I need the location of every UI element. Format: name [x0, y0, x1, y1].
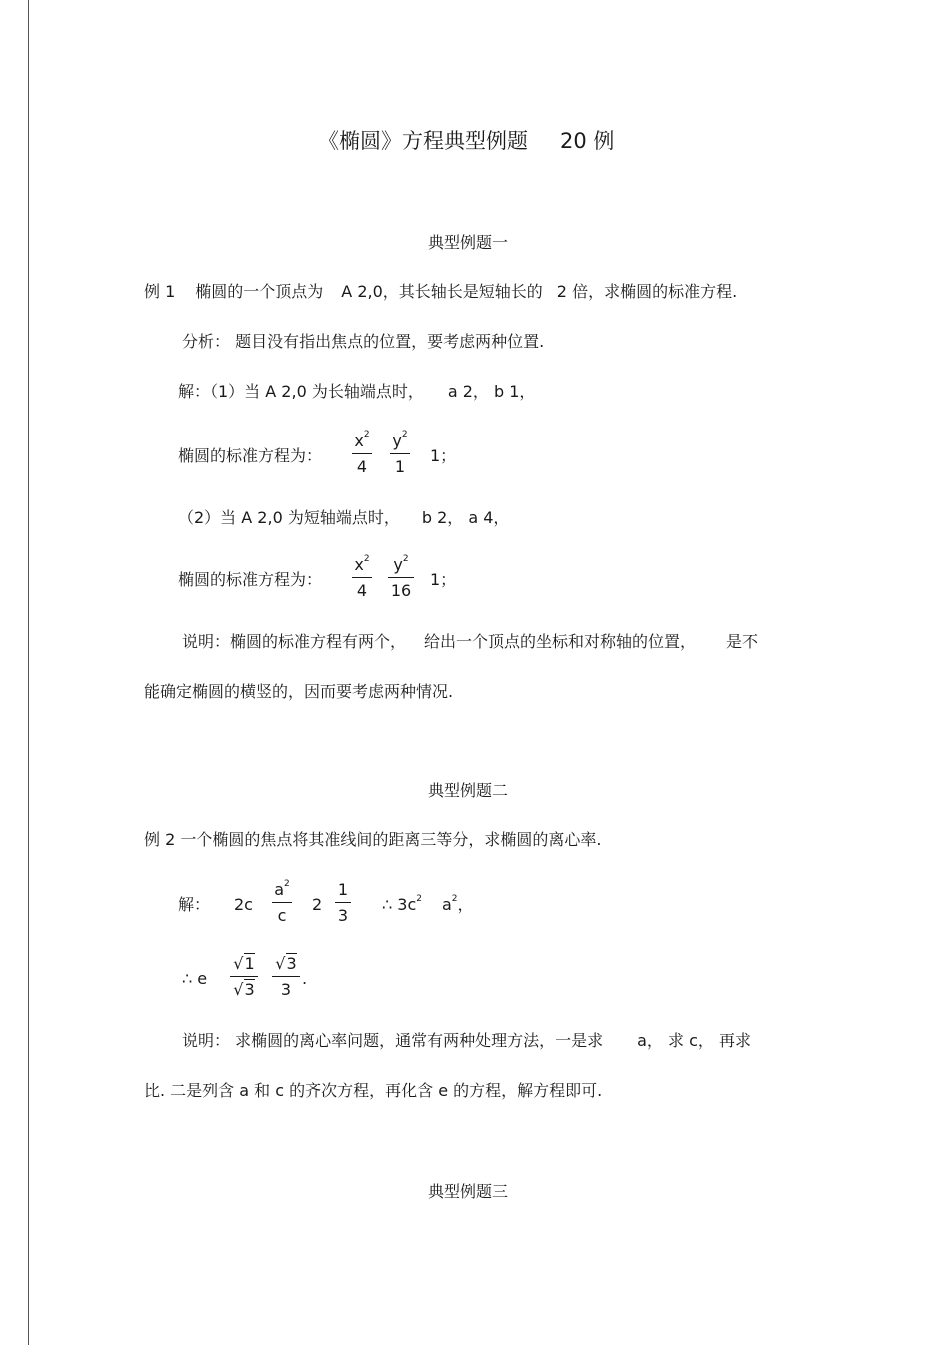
example-2-problem: 例 2 一个椭圆的焦点将其准线间的距离三等分，求椭圆的离心率.: [144, 830, 602, 849]
eq2-rhs: 1；: [430, 570, 457, 589]
eq1-y-fraction: $y^2$ 1: [390, 432, 410, 476]
example-1-note-line-2: 能确定椭圆的横竖的，因而要考虑两种情况.: [144, 682, 454, 701]
page-margin-line: [28, 0, 29, 1345]
example-2-note-line-2: 比. 二是列含 a 和 c 的齐次方程，再化含 e 的方程，解方程即可.: [144, 1081, 603, 1100]
page-title: 《椭圆》方程典型例题 20 例: [318, 129, 615, 153]
section-heading-3: 典型例题三: [428, 1182, 509, 1201]
ex2-root3-over-3: √3 3: [272, 955, 300, 999]
eq1-x-fraction: $x^2$ 4: [352, 432, 372, 476]
ex2-multiplier: 2: [312, 895, 323, 914]
eq1-rhs: 1；: [430, 446, 457, 465]
example-1-solution-case-2: （2）当 A 2,0 为短轴端点时， b 2， a 4，: [178, 508, 510, 527]
example-1-solution-case-1: 解：（1）当 A 2,0 为长轴端点时， a 2， b 1，: [178, 382, 536, 401]
example-1-analysis: 分析： 题目没有指出焦点的位置，要考虑两种位置.: [182, 332, 545, 351]
ex2-therefore-eq: ∴ $3c^2$ $a^2$，: [382, 894, 474, 914]
ex2-root1-over-root3: √1 √3: [230, 955, 258, 999]
eq2-y-fraction: $y^2$ 16: [388, 556, 414, 600]
eq2-x-fraction: $x^2$ 4: [352, 556, 372, 600]
std-eq-label-2: 椭圆的标准方程为：: [178, 570, 323, 589]
std-eq-label-1: 椭圆的标准方程为：: [178, 446, 323, 465]
section-heading-1: 典型例题一: [428, 233, 509, 252]
example-2-note-line-1: 说明： 求椭圆的离心率问题，通常有两种处理方法，一是求 a， 求 c， 再求: [182, 1031, 751, 1050]
ex2-period: .: [302, 969, 308, 988]
ex2-a2-over-c: $a^2$ c: [272, 881, 292, 925]
example-2-solution-label: 解：: [178, 895, 211, 914]
example-1-note-line-1: 说明：椭圆的标准方程有两个， 给出一个顶点的坐标和对称轴的位置， 是不: [182, 632, 759, 651]
ex2-lhs: 2c: [234, 895, 253, 914]
ex2-therefore-e: ∴ e: [182, 969, 208, 988]
ex2-one-third: 1 3: [335, 881, 351, 925]
section-heading-2: 典型例题二: [428, 781, 509, 800]
example-1-problem: 例 1 椭圆的一个顶点为 A 2,0，其长轴长是短轴长的 2 倍，求椭圆的标准方程.: [144, 282, 738, 301]
